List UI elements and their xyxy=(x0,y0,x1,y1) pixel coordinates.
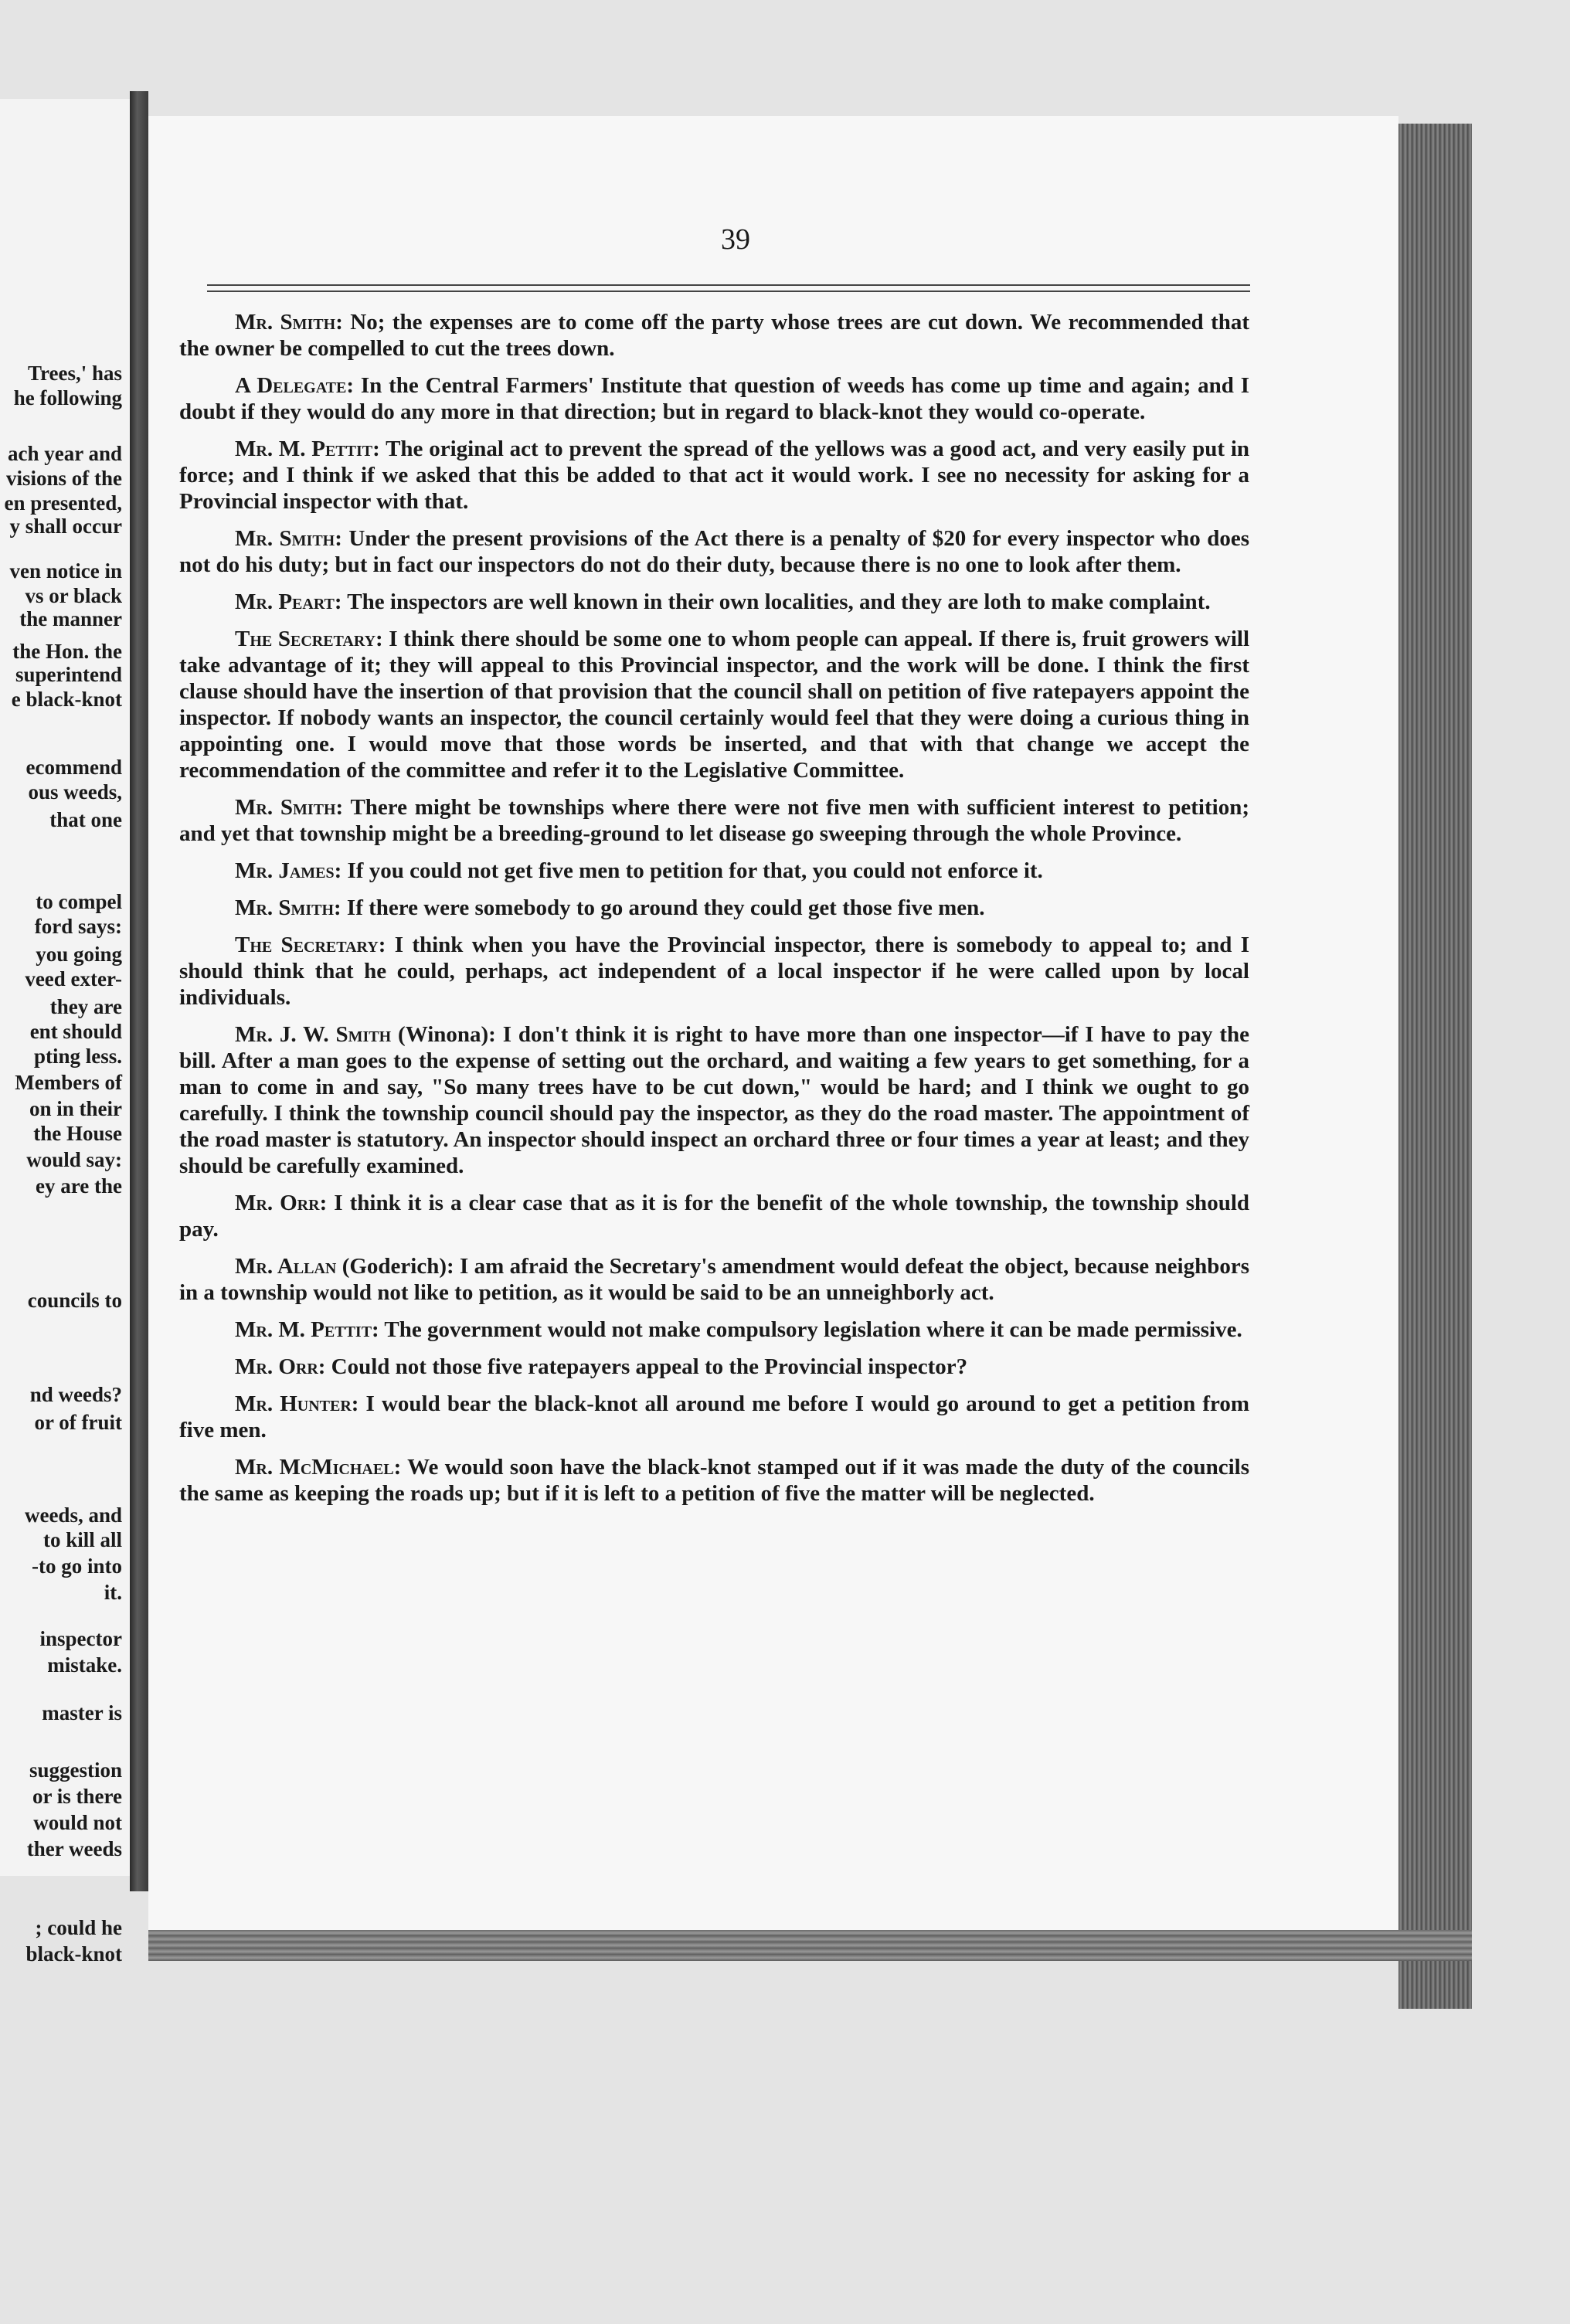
left-page-line-fragment: -to go into xyxy=(32,1554,122,1578)
left-page-line-fragment: would not xyxy=(33,1811,122,1834)
speech-text: : I would bear the black-knot all around me before I would go around to get a petition from five men. xyxy=(179,1391,1249,1442)
left-page-line-fragment: it. xyxy=(104,1581,122,1604)
speaker-paragraph xyxy=(179,932,1249,1011)
left-facing-page xyxy=(0,99,131,1966)
left-page-line-fragment: nd weeds? xyxy=(29,1383,122,1406)
left-page-line-fragment: y shall occur xyxy=(9,515,122,538)
left-page-line-fragment: black-knot xyxy=(25,1942,122,1966)
speech-text: : If you could not get five men to petition for that, you could not enforce it. xyxy=(334,858,1043,883)
left-page-line-fragment: or of fruit xyxy=(34,1411,122,1434)
left-page-line-fragment: would say: xyxy=(26,1148,122,1171)
left-page-line-fragment: veed exter- xyxy=(25,967,122,990)
speaker-name: Mr. Peart xyxy=(235,589,335,614)
speaker-paragraph xyxy=(179,436,1249,515)
left-page-line-fragment: or is there xyxy=(32,1785,122,1808)
left-page-line-fragment: Trees,' has xyxy=(27,362,122,385)
left-page-line-fragment: that one xyxy=(49,808,122,831)
speaker-paragraph xyxy=(179,1021,1249,1179)
speaker-name: Mr. McMichael xyxy=(235,1455,394,1480)
header-rule xyxy=(207,284,1250,286)
left-page-line-fragment: mistake. xyxy=(47,1653,122,1677)
speech-text: : If there were somebody to go around they could get those five men. xyxy=(334,895,985,920)
speech-text: : Could not those five ratepayers appeal to the Provincial inspector? xyxy=(318,1354,968,1379)
left-page-line-fragment: ; could he xyxy=(35,1916,122,1939)
left-page-line-fragment: vs or black xyxy=(25,584,122,607)
page-edges xyxy=(1398,124,1472,2009)
left-page-line-fragment: ecommend xyxy=(25,756,122,779)
left-page-line-fragment: e black-knot xyxy=(11,688,122,711)
speech-text: (Winona): I don't think it is right to have more than one inspector—if I have to pay the bill. After a man goes to the expense of setting out the orchard, and waiting a few years to get something, for a man to come in and say, "So many trees have to be cut down," would be hard; and I think we ought to go carefully. I think the township council should pay the inspector, as they do the road master. The appointment of the road master is statutory. An inspector should inspect an orchard three or four times a year at least; and they should be carefully examined. xyxy=(179,1022,1249,1178)
left-page-line-fragment: the House xyxy=(33,1122,122,1145)
speaker-paragraph xyxy=(179,525,1249,578)
speech-text: : The original act to prevent the spread of the yellows was a good act, and very easily put in force; and I think if we asked that this be added to that act it would work. I see no necessity for asking for a Provincial inspector with that. xyxy=(179,437,1250,514)
speaker-name: Mr. Hunter xyxy=(235,1391,352,1416)
left-page-line-fragment: ey are the xyxy=(36,1174,122,1198)
speech-text: : There might be townships where there were not five men with sufficient interest to petition; and yet that township might be a breeding-ground to let disease go sweeping through the whole Province. xyxy=(179,795,1249,846)
speaker-name: Mr. Smith xyxy=(235,526,335,551)
speaker-name: Mr. Orr xyxy=(235,1191,320,1215)
left-page-line-fragment: he following xyxy=(13,386,122,409)
left-page-line-fragment: they are xyxy=(49,995,122,1018)
speaker-paragraph xyxy=(179,895,1249,921)
speaker-name: Mr. M. Pettit xyxy=(235,437,373,461)
left-page-line-fragment: the Hon. the xyxy=(12,640,122,663)
left-page-line-fragment: visions of the xyxy=(5,467,122,490)
speech-text: : In the Central Farmers' Institute that question of weeds has come up time and again; and I doubt if they would do any more in that direction; but in regard to black-knot they would co-operate. xyxy=(179,373,1249,424)
speaker-paragraph xyxy=(179,626,1249,783)
speech-text: : We would soon have the black-knot stamped out if it was made the duty of the councils the same as keeping the roads up; but if it is left to a petition of five the matter will be neglected. xyxy=(179,1455,1249,1506)
left-page-line-fragment: on in their xyxy=(29,1097,122,1120)
speaker-name: Mr. Orr xyxy=(235,1354,318,1379)
speech-text: : Under the present provisions of the Act there is a penalty of $20 for every inspector who does not do his duty; but in fact our inspectors do not do their duty, because there is no one to look after them. xyxy=(179,526,1249,577)
speaker-paragraph xyxy=(179,1253,1249,1306)
speech-text: (Goderich): I am afraid the Secretary's amendment would defeat the object, because neighbors in a township would not like to petition, as it would be said to be an unneighborly act. xyxy=(179,1254,1250,1305)
speech-text: : The inspectors are well known in their own localities, and they are loth to make complaint. xyxy=(334,589,1211,614)
left-page-line-fragment: weeds, and xyxy=(24,1503,122,1527)
speaker-name: Mr. J. W. Smith xyxy=(235,1022,392,1047)
speech-text: : I think when you have the Provincial inspector, there is somebody to appeal to; and I should think that he could, perhaps, act independent of a local inspector if he were called upon by local individuals. xyxy=(179,933,1249,1010)
speaker-paragraph xyxy=(179,794,1249,847)
left-page-line-fragment: superintend xyxy=(15,663,122,686)
left-page-line-fragment: ther weeds xyxy=(26,1837,122,1860)
left-page-line-fragment: ford says: xyxy=(34,915,122,938)
left-page-line-fragment: to compel xyxy=(36,890,122,913)
left-page-line-fragment: ous weeds, xyxy=(28,780,122,804)
left-page-line-fragment: to kill all xyxy=(42,1528,122,1551)
page-number: 39 xyxy=(721,223,750,256)
left-page-line-fragment: the manner xyxy=(19,607,122,630)
speech-text: : The government would not make compulsory legislation where it can be made permissive. xyxy=(372,1317,1242,1342)
page-body xyxy=(179,309,1249,1517)
header-rule xyxy=(207,290,1250,292)
speaker-name: The Secretary xyxy=(235,933,379,957)
left-page-line-fragment: inspector xyxy=(39,1627,122,1650)
speaker-paragraph xyxy=(179,1391,1249,1443)
speaker-paragraph xyxy=(179,1190,1249,1242)
left-page-line-fragment: ach year and xyxy=(7,442,122,465)
left-page-line-fragment: Members of xyxy=(15,1071,122,1094)
speaker-paragraph xyxy=(179,1354,1249,1380)
speech-text: : I think there should be some one to whom people can appeal. If there is, fruit growers will take advantage of it; they will appeal to this Provincial inspector, and the work will be done. I think the first clause should have the insertion of that provision that the council shall on petition of five ratepayers appoint the inspector. If nobody wants an inspector, the council certainly would feel that they were doing a curious thing in appointing one. I would move that those words be inserted, and that with that change we accept the recommendation of the committee and refer it to the Legislative Committee. xyxy=(179,627,1249,783)
left-page-line-fragment: master is xyxy=(42,1701,122,1724)
speaker-paragraph xyxy=(179,589,1249,615)
speaker-paragraph xyxy=(179,309,1249,362)
left-page-line-fragment: ven notice in xyxy=(9,559,122,583)
speaker-name: Mr. James xyxy=(235,858,335,883)
left-page-line-fragment: pting less. xyxy=(33,1045,122,1068)
speaker-name: Mr. Smith xyxy=(235,795,336,820)
speech-text: : No; the expenses are to come off the party whose trees are cut down. We recommended that the owner be compelled to cut the trees down. xyxy=(179,310,1250,361)
left-page-line-fragment: councils to xyxy=(27,1289,122,1312)
speaker-name: Mr. Smith xyxy=(235,310,336,335)
left-page-line-fragment: you going xyxy=(36,943,122,966)
speaker-name: The Secretary xyxy=(235,627,376,651)
page-bottom-edges xyxy=(148,1930,1472,1961)
speaker-paragraph xyxy=(179,858,1249,884)
left-page-line-fragment: en presented, xyxy=(4,491,122,515)
speaker-paragraph xyxy=(179,1317,1249,1343)
book-gutter xyxy=(130,91,148,1891)
speech-text: : I think it is a clear case that as it is for the benefit of the whole township, the township should pay. xyxy=(179,1191,1250,1242)
speaker-paragraph xyxy=(179,1454,1249,1507)
speaker-name: Mr. Allan xyxy=(235,1254,337,1279)
speaker-paragraph xyxy=(179,372,1249,425)
left-page-line-fragment: suggestion xyxy=(29,1758,122,1782)
left-page-line-fragment: ent should xyxy=(29,1020,122,1043)
speaker-name: Mr. Smith xyxy=(235,895,334,920)
speaker-name: A Delegate xyxy=(235,373,347,398)
speaker-name: Mr. M. Pettit xyxy=(235,1317,372,1342)
